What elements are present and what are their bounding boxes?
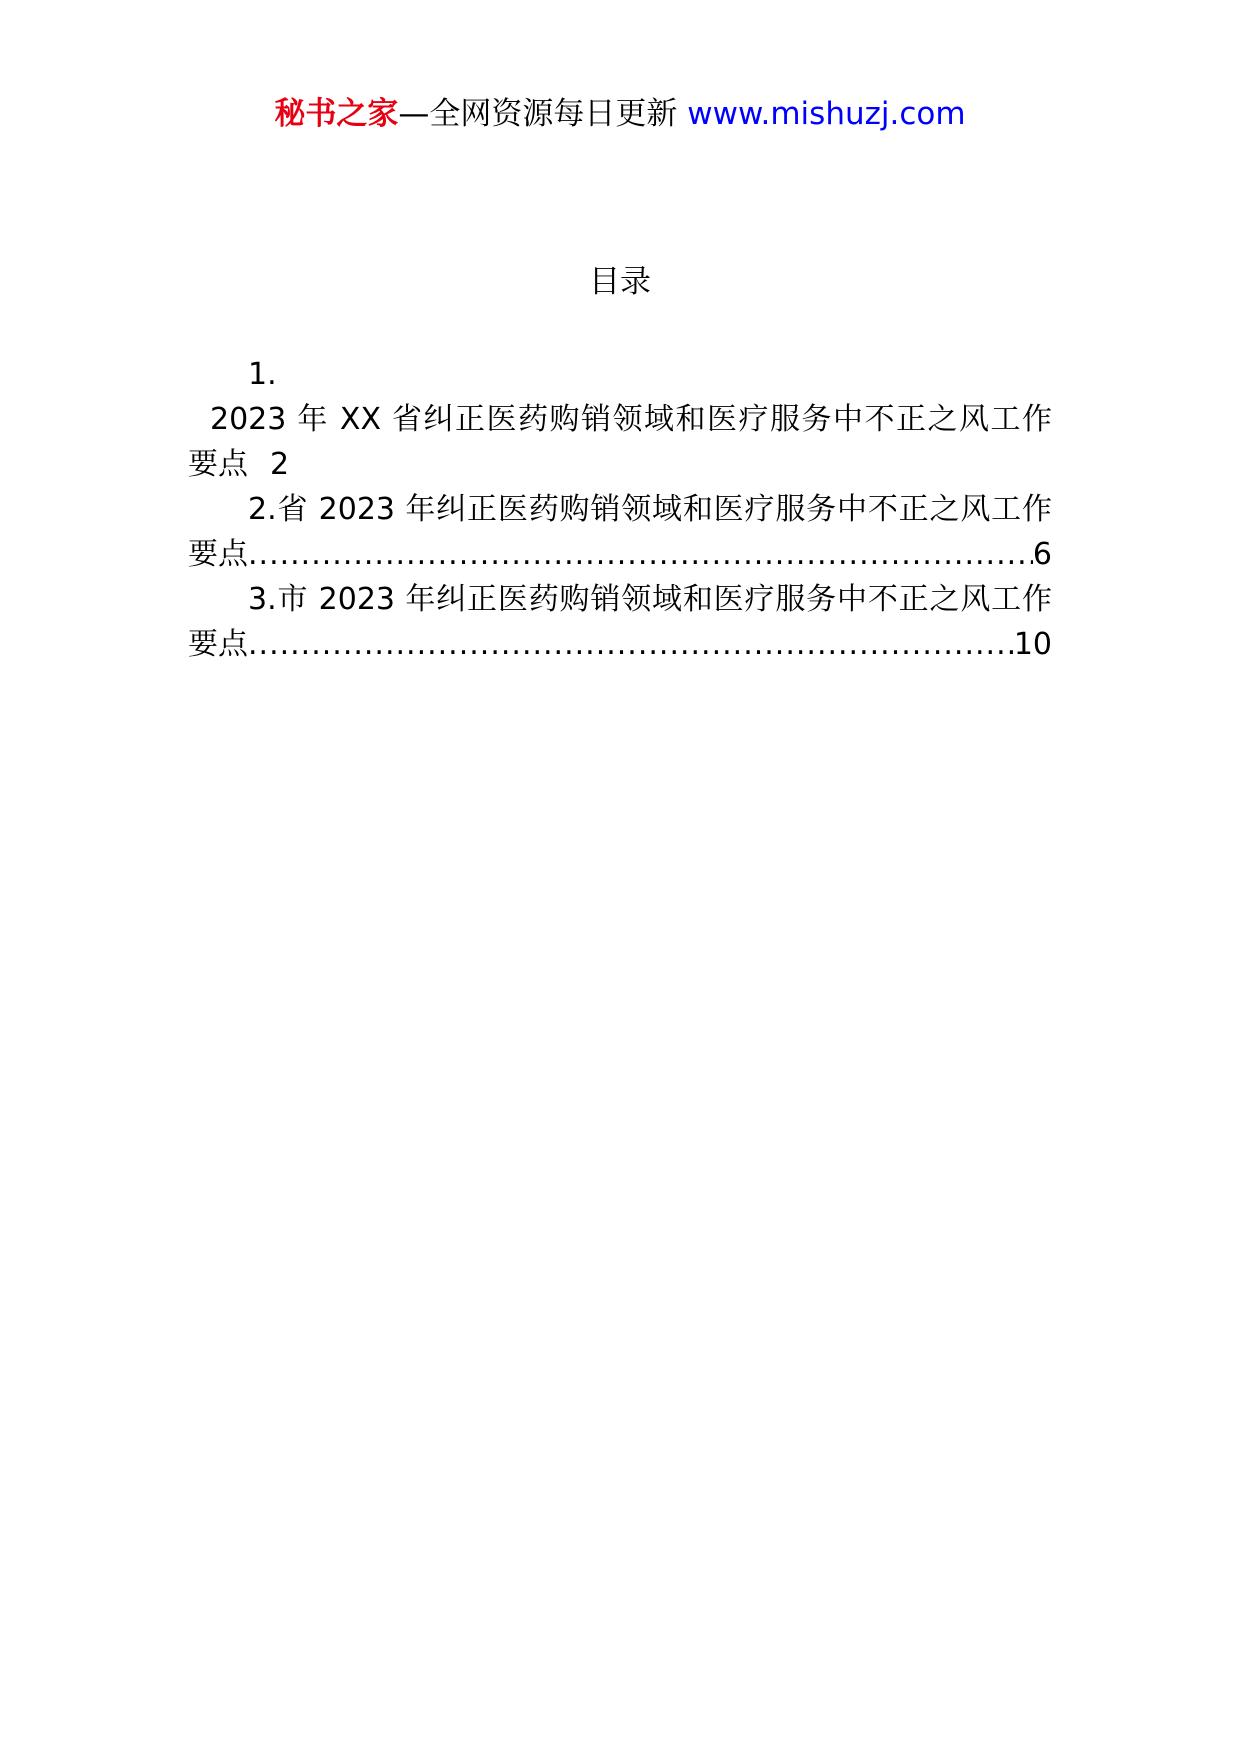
- toc-entry-title: 2.省 2023 年纠正医药购销领域和医疗服务中不正之风工作: [248, 492, 1052, 527]
- table-of-contents: [188, 352, 1052, 667]
- toc-entry-title: 3.市 2023 年纠正医药购销领域和医疗服务中不正之风工作: [248, 582, 1052, 617]
- toc-page-number: 6: [1032, 537, 1052, 572]
- toc-entry-1[interactable]: [188, 352, 1052, 487]
- toc-entry-title-tail: 要点: [188, 627, 248, 662]
- toc-page-number: 10: [1013, 627, 1052, 662]
- toc-entry-2[interactable]: [188, 487, 1052, 577]
- toc-entry-title-end: [188, 442, 1052, 487]
- toc-entry-title-end: [188, 532, 1052, 577]
- toc-entry-title-tail: 要点: [188, 447, 248, 482]
- site-header: [0, 94, 1240, 134]
- dot-leader: [248, 532, 1033, 577]
- site-url-link[interactable]: www.mishuzj.com: [687, 96, 966, 132]
- header-tagline: —全网资源每日更新: [398, 96, 678, 132]
- toc-entry-title-tail: 要点: [188, 537, 248, 572]
- toc-entry-title: 2023 年 XX 省纠正医药购销领域和医疗服务中不正之风工作: [210, 402, 1052, 437]
- dot-leader: [248, 622, 1014, 667]
- toc-entry-title-end: [188, 622, 1052, 667]
- toc-entry-3[interactable]: [188, 577, 1052, 667]
- toc-page-number: 2: [270, 447, 290, 482]
- toc-entry-number: 1.: [248, 357, 277, 392]
- brand-name: 秘书之家: [274, 96, 399, 132]
- toc-title: 目录: [589, 264, 651, 300]
